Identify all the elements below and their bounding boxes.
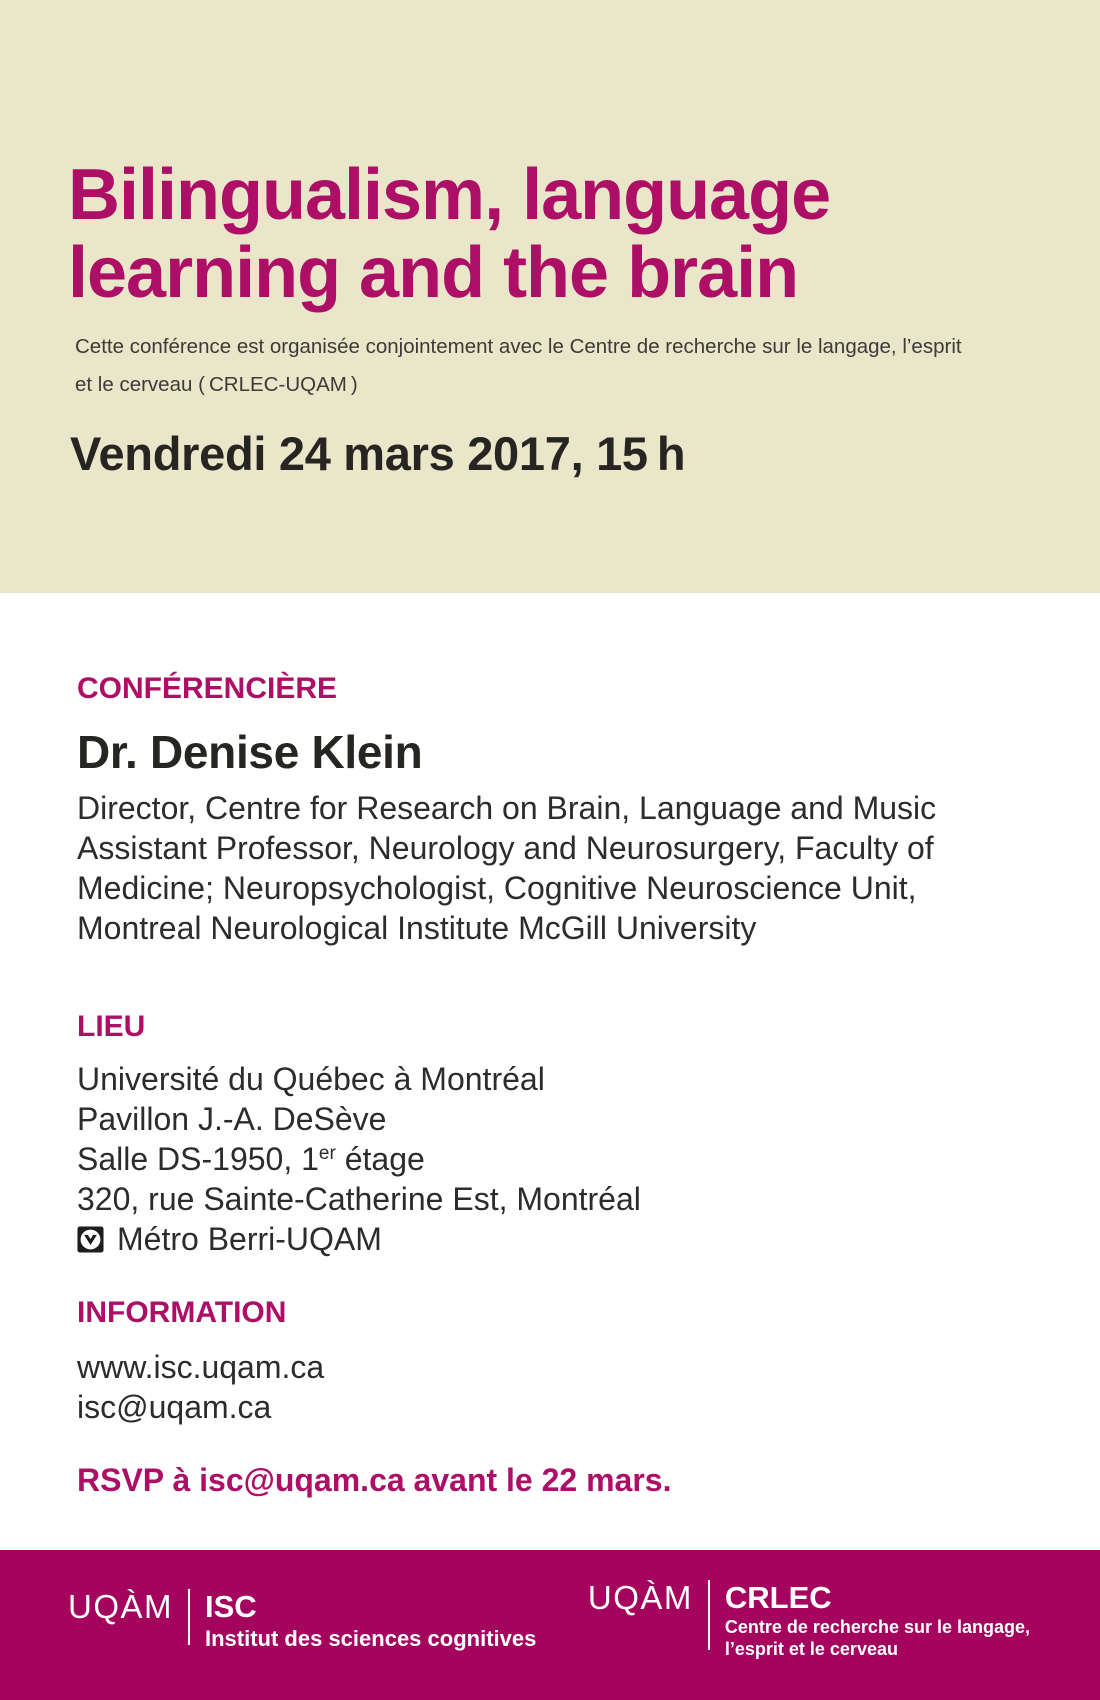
poster-subtitle-line2: et le cerveau ( CRLEC-UQAM ) — [75, 373, 358, 396]
crlec-logo-acronym: CRLEC — [724, 1580, 832, 1615]
metro-icon — [77, 1226, 104, 1253]
crlec-logo — [588, 1576, 1030, 1660]
footer — [0, 1550, 1100, 1700]
speaker-name: Dr. Denise Klein — [77, 726, 423, 778]
uqam-wordmark: UQÀM — [68, 1587, 173, 1625]
email-link[interactable]: isc@uqam.ca — [77, 1389, 272, 1425]
poster-subtitle — [75, 328, 1060, 404]
isc-logo — [68, 1585, 536, 1652]
uqam-wordmark: UQÀM — [587, 1579, 693, 1616]
info-section-label: INFORMATION — [77, 1296, 287, 1329]
venue-metro — [77, 1219, 1040, 1259]
speaker-bio-line: Assistant Professor, Neurology and Neurosurgery, Faculty of — [77, 830, 934, 866]
venue-street: 320, rue Sainte-Catherine Est, Montréal — [77, 1181, 641, 1217]
venue-metro-label: Métro Berri-UQAM — [117, 1221, 382, 1257]
logo-divider — [708, 1580, 710, 1650]
poster-title-line2: learning and the brain — [68, 233, 799, 313]
speaker-bio-line: Medicine; Neuropsychologist, Cognitive Neuroscience Unit, — [77, 870, 917, 906]
venue-room — [77, 1139, 1040, 1179]
poster-title-line1: Bilingualism, language — [68, 155, 831, 235]
venue-building: Pavillon J.-A. DeSève — [77, 1101, 387, 1137]
venue-room-floor: étage — [335, 1141, 425, 1177]
crlec-logo-text — [725, 1580, 1030, 1660]
website-link[interactable]: www.isc.uqam.ca — [77, 1349, 325, 1385]
crlec-logo-tagline-line2: l’esprit et le cerveau — [724, 1639, 898, 1659]
poster-body — [0, 593, 1100, 1550]
venue-address — [77, 1059, 1040, 1259]
venue-university: Université du Québec à Montréal — [77, 1061, 545, 1097]
poster-subtitle-line1: Cette conférence est organisée conjointement avec le Centre de recherche sur le langage, l’esprit — [75, 335, 962, 358]
speaker-bio — [77, 788, 1040, 948]
venue-section-label: LIEU — [77, 1010, 146, 1043]
contact-block — [77, 1347, 1040, 1427]
speaker-section-label: CONFÉRENCIÈRE — [77, 672, 338, 705]
hero-section — [0, 0, 1100, 593]
poster-title — [68, 156, 1060, 312]
rsvp-note: RSVP à isc@uqam.ca avant le 22 mars. — [77, 1462, 672, 1498]
isc-logo-acronym: ISC — [205, 1588, 257, 1624]
isc-logo-tagline: Institut des sciences cognitives — [205, 1625, 537, 1651]
speaker-bio-line: Director, Centre for Research on Brain, Language and Music — [77, 790, 937, 826]
venue-room-ordinal: er — [318, 1143, 336, 1164]
venue-room-number: Salle DS-1950, 1 — [77, 1141, 319, 1177]
logo-divider — [188, 1589, 190, 1645]
crlec-logo-tagline-line1: Centre de recherche sur le langage, — [724, 1617, 1030, 1637]
event-date: Vendredi 24 mars 2017, 15 h — [70, 427, 686, 480]
isc-logo-text — [205, 1589, 536, 1652]
speaker-bio-line: Montreal Neurological Institute McGill University — [77, 910, 757, 946]
